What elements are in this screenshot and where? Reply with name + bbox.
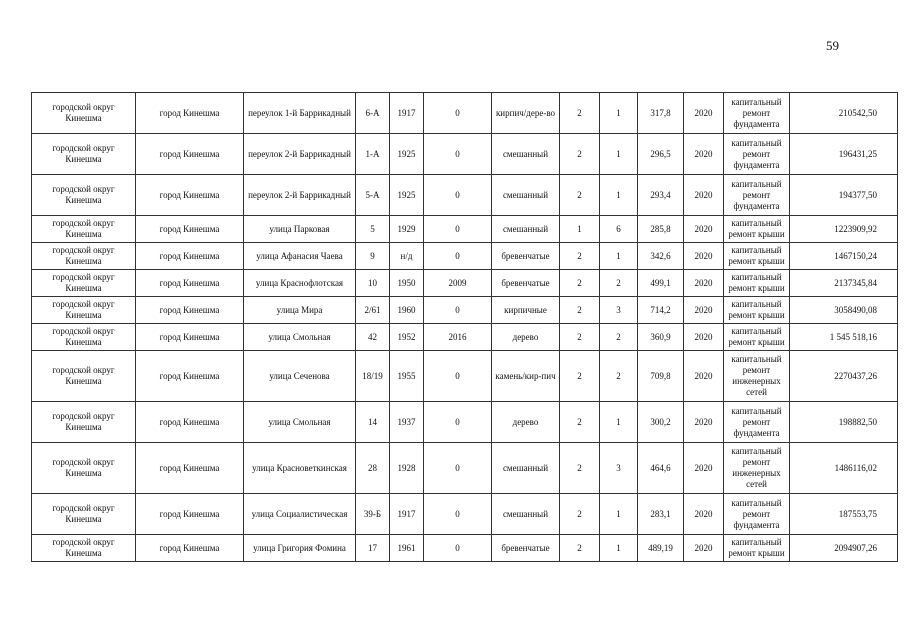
year-repair-cell: 0 xyxy=(424,175,492,216)
year-built-cell: 1960 xyxy=(390,297,424,324)
cost-cell: 194377,50 xyxy=(790,175,898,216)
cost-cell: 196431,25 xyxy=(790,134,898,175)
area-cell: 464,6 xyxy=(638,443,684,494)
year-built-cell: 1917 xyxy=(390,494,424,535)
work-type-cell: капитальный ремонт крыши xyxy=(724,297,790,324)
work-type-cell: капитальный ремонт крыши xyxy=(724,324,790,351)
cost-cell: 198882,50 xyxy=(790,402,898,443)
year-built-cell: 1917 xyxy=(390,93,424,134)
plan-year-cell: 2020 xyxy=(684,535,724,562)
street-cell: улица Григория Фомина xyxy=(244,535,356,562)
plan-year-cell: 2020 xyxy=(684,134,724,175)
floors-cell: 2 xyxy=(560,243,600,270)
street-cell: улица Мира xyxy=(244,297,356,324)
year-repair-cell: 0 xyxy=(424,443,492,494)
year-built-cell: 1928 xyxy=(390,443,424,494)
street-cell: улица Краснофлотская xyxy=(244,270,356,297)
area-cell: 296,5 xyxy=(638,134,684,175)
plan-year-cell: 2020 xyxy=(684,243,724,270)
cost-cell: 1486116,02 xyxy=(790,443,898,494)
plan-year-cell: 2020 xyxy=(684,402,724,443)
street-cell: переулок 1-й Баррикадный xyxy=(244,93,356,134)
district-cell: городской округ Кинешма xyxy=(32,270,136,297)
street-cell: улица Смольная xyxy=(244,402,356,443)
floors-cell: 2 xyxy=(560,402,600,443)
year-repair-cell: 0 xyxy=(424,243,492,270)
floors-cell: 2 xyxy=(560,494,600,535)
cost-cell: 1223909,92 xyxy=(790,216,898,243)
work-type-cell: капитальный ремонт фундамента xyxy=(724,402,790,443)
wall-material-cell: смешанный xyxy=(492,494,560,535)
wall-material-cell: дерево xyxy=(492,324,560,351)
work-type-cell: капитальный ремонт фундамента xyxy=(724,175,790,216)
plan-year-cell: 2020 xyxy=(684,494,724,535)
area-cell: 709,8 xyxy=(638,351,684,402)
wall-material-cell: бревенчатые xyxy=(492,270,560,297)
floors-cell: 2 xyxy=(560,443,600,494)
city-cell: город Кинешма xyxy=(136,535,244,562)
table-row xyxy=(32,216,898,243)
street-cell: улица Афанасия Чаева xyxy=(244,243,356,270)
house-number-cell: 9 xyxy=(356,243,390,270)
plan-year-cell: 2020 xyxy=(684,270,724,297)
wall-material-cell: бревенчатые xyxy=(492,243,560,270)
plan-year-cell: 2020 xyxy=(684,443,724,494)
area-cell: 317,8 xyxy=(638,93,684,134)
work-type-cell: капитальный ремонт крыши xyxy=(724,535,790,562)
floors-cell: 1 xyxy=(560,216,600,243)
work-type-cell: капитальный ремонт инженерных сетей xyxy=(724,351,790,402)
table-row xyxy=(32,351,898,402)
cost-cell: 3058490,08 xyxy=(790,297,898,324)
table-row xyxy=(32,270,898,297)
wall-material-cell: смешанный xyxy=(492,134,560,175)
entrances-cell: 2 xyxy=(600,270,638,297)
area-cell: 293,4 xyxy=(638,175,684,216)
city-cell: город Кинешма xyxy=(136,297,244,324)
floors-cell: 2 xyxy=(560,175,600,216)
area-cell: 499,1 xyxy=(638,270,684,297)
floors-cell: 2 xyxy=(560,351,600,402)
cost-cell: 1467150,24 xyxy=(790,243,898,270)
city-cell: город Кинешма xyxy=(136,243,244,270)
table-row xyxy=(32,297,898,324)
wall-material-cell: кирпич/дере-во xyxy=(492,93,560,134)
year-repair-cell: 0 xyxy=(424,402,492,443)
cost-cell: 2270437,26 xyxy=(790,351,898,402)
district-cell: городской округ Кинешма xyxy=(32,402,136,443)
city-cell: город Кинешма xyxy=(136,270,244,297)
plan-year-cell: 2020 xyxy=(684,175,724,216)
year-built-cell: 1961 xyxy=(390,535,424,562)
district-cell: городской округ Кинешма xyxy=(32,175,136,216)
table-row xyxy=(32,535,898,562)
floors-cell: 2 xyxy=(560,134,600,175)
area-cell: 342,6 xyxy=(638,243,684,270)
floors-cell: 2 xyxy=(560,270,600,297)
entrances-cell: 1 xyxy=(600,494,638,535)
house-number-cell: 28 xyxy=(356,443,390,494)
wall-material-cell: дерево xyxy=(492,402,560,443)
cost-cell: 2094907,26 xyxy=(790,535,898,562)
district-cell: городской округ Кинешма xyxy=(32,243,136,270)
year-repair-cell: 0 xyxy=(424,535,492,562)
table-row xyxy=(32,93,898,134)
wall-material-cell: камень/кир-пич xyxy=(492,351,560,402)
work-type-cell: капитальный ремонт фундамента xyxy=(724,494,790,535)
house-number-cell: 10 xyxy=(356,270,390,297)
plan-year-cell: 2020 xyxy=(684,324,724,351)
plan-year-cell: 2020 xyxy=(684,297,724,324)
table-row xyxy=(32,402,898,443)
year-repair-cell: 0 xyxy=(424,93,492,134)
house-number-cell: 5 xyxy=(356,216,390,243)
year-repair-cell: 0 xyxy=(424,297,492,324)
year-built-cell: 1950 xyxy=(390,270,424,297)
year-repair-cell: 2016 xyxy=(424,324,492,351)
house-number-cell: 6-А xyxy=(356,93,390,134)
house-number-cell: 17 xyxy=(356,535,390,562)
floors-cell: 2 xyxy=(560,324,600,351)
table-row xyxy=(32,443,898,494)
district-cell: городской округ Кинешма xyxy=(32,216,136,243)
district-cell: городской округ Кинешма xyxy=(32,324,136,351)
year-built-cell: н/д xyxy=(390,243,424,270)
area-cell: 714,2 xyxy=(638,297,684,324)
city-cell: город Кинешма xyxy=(136,443,244,494)
work-type-cell: капитальный ремонт инженерных сетей xyxy=(724,443,790,494)
wall-material-cell: смешанный xyxy=(492,216,560,243)
district-cell: городской округ Кинешма xyxy=(32,535,136,562)
house-number-cell: 2/61 xyxy=(356,297,390,324)
house-number-cell: 5-А xyxy=(356,175,390,216)
house-number-cell: 39-Б xyxy=(356,494,390,535)
work-type-cell: капитальный ремонт фундамента xyxy=(724,134,790,175)
plan-year-cell: 2020 xyxy=(684,351,724,402)
work-type-cell: капитальный ремонт крыши xyxy=(724,216,790,243)
table-body xyxy=(32,93,898,562)
year-repair-cell: 2009 xyxy=(424,270,492,297)
house-number-cell: 42 xyxy=(356,324,390,351)
district-cell: городской округ Кинешма xyxy=(32,443,136,494)
work-type-cell: капитальный ремонт фундамента xyxy=(724,93,790,134)
street-cell: улица Социалистическая xyxy=(244,494,356,535)
city-cell: город Кинешма xyxy=(136,134,244,175)
city-cell: город Кинешма xyxy=(136,175,244,216)
entrances-cell: 1 xyxy=(600,134,638,175)
table-row xyxy=(32,134,898,175)
entrances-cell: 6 xyxy=(600,216,638,243)
cost-cell: 2137345,84 xyxy=(790,270,898,297)
floors-cell: 2 xyxy=(560,297,600,324)
area-cell: 285,8 xyxy=(638,216,684,243)
year-repair-cell: 0 xyxy=(424,134,492,175)
wall-material-cell: смешанный xyxy=(492,175,560,216)
table-row xyxy=(32,175,898,216)
street-cell: переулок 2-й Баррикадный xyxy=(244,175,356,216)
entrances-cell: 3 xyxy=(600,297,638,324)
city-cell: город Кинешма xyxy=(136,93,244,134)
area-cell: 283,1 xyxy=(638,494,684,535)
year-built-cell: 1925 xyxy=(390,134,424,175)
street-cell: улица Сеченова xyxy=(244,351,356,402)
district-cell: городской округ Кинешма xyxy=(32,351,136,402)
work-type-cell: капитальный ремонт крыши xyxy=(724,243,790,270)
street-cell: улица Красноветкинская xyxy=(244,443,356,494)
entrances-cell: 1 xyxy=(600,243,638,270)
year-built-cell: 1937 xyxy=(390,402,424,443)
wall-material-cell: кирпичные xyxy=(492,297,560,324)
year-repair-cell: 0 xyxy=(424,494,492,535)
district-cell: городской округ Кинешма xyxy=(32,93,136,134)
cost-cell: 210542,50 xyxy=(790,93,898,134)
plan-year-cell: 2020 xyxy=(684,93,724,134)
year-built-cell: 1952 xyxy=(390,324,424,351)
floors-cell: 2 xyxy=(560,93,600,134)
entrances-cell: 2 xyxy=(600,351,638,402)
city-cell: город Кинешма xyxy=(136,494,244,535)
entrances-cell: 1 xyxy=(600,535,638,562)
area-cell: 489,19 xyxy=(638,535,684,562)
year-repair-cell: 0 xyxy=(424,216,492,243)
entrances-cell: 1 xyxy=(600,175,638,216)
district-cell: городской округ Кинешма xyxy=(32,297,136,324)
city-cell: город Кинешма xyxy=(136,351,244,402)
house-number-cell: 14 xyxy=(356,402,390,443)
area-cell: 360,9 xyxy=(638,324,684,351)
entrances-cell: 2 xyxy=(600,324,638,351)
street-cell: переулок 2-й Баррикадный xyxy=(244,134,356,175)
district-cell: городской округ Кинешма xyxy=(32,134,136,175)
wall-material-cell: смешанный xyxy=(492,443,560,494)
house-number-cell: 18/19 xyxy=(356,351,390,402)
house-number-cell: 1-А xyxy=(356,134,390,175)
city-cell: город Кинешма xyxy=(136,324,244,351)
year-built-cell: 1925 xyxy=(390,175,424,216)
city-cell: город Кинешма xyxy=(136,216,244,243)
table-row xyxy=(32,494,898,535)
floors-cell: 2 xyxy=(560,535,600,562)
repair-program-table xyxy=(31,92,898,562)
year-repair-cell: 0 xyxy=(424,351,492,402)
work-type-cell: капитальный ремонт крыши xyxy=(724,270,790,297)
table-row xyxy=(32,243,898,270)
area-cell: 300,2 xyxy=(638,402,684,443)
table-row xyxy=(32,324,898,351)
plan-year-cell: 2020 xyxy=(684,216,724,243)
page-number: 59 xyxy=(826,38,839,53)
entrances-cell: 1 xyxy=(600,93,638,134)
year-built-cell: 1929 xyxy=(390,216,424,243)
street-cell: улица Парковая xyxy=(244,216,356,243)
year-built-cell: 1955 xyxy=(390,351,424,402)
entrances-cell: 1 xyxy=(600,402,638,443)
district-cell: городской округ Кинешма xyxy=(32,494,136,535)
entrances-cell: 3 xyxy=(600,443,638,494)
street-cell: улица Смольная xyxy=(244,324,356,351)
cost-cell: 1 545 518,16 xyxy=(790,324,898,351)
cost-cell: 187553,75 xyxy=(790,494,898,535)
wall-material-cell: бревенчатые xyxy=(492,535,560,562)
city-cell: город Кинешма xyxy=(136,402,244,443)
